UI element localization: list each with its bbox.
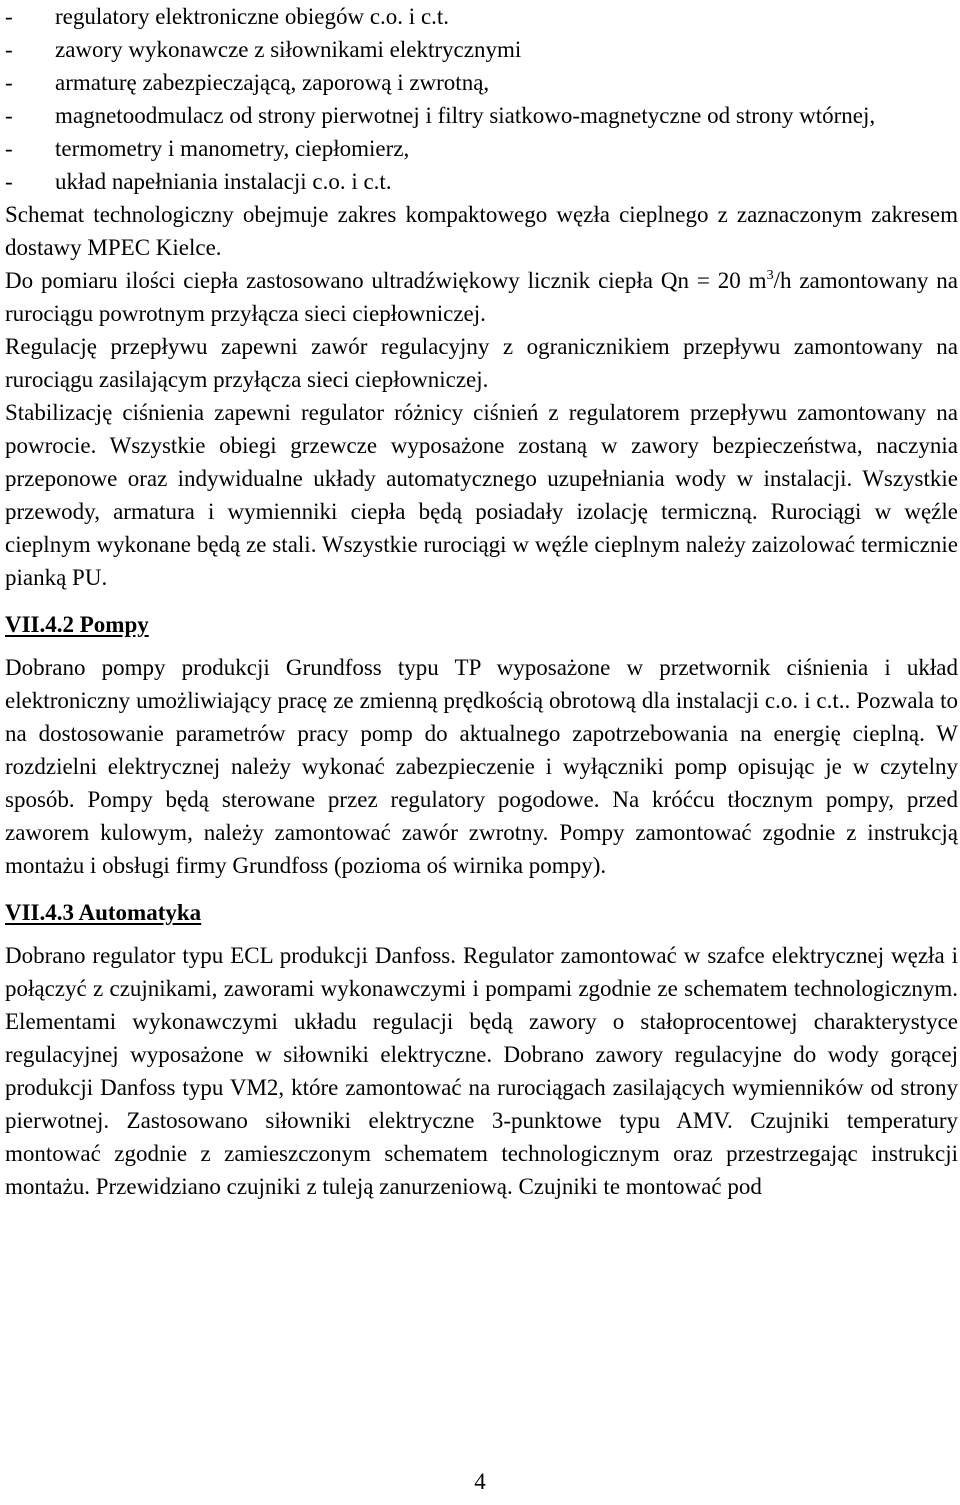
list-item-text: regulatory elektroniczne obiegów c.o. i c.t.	[55, 4, 450, 29]
list-item-text: magnetoodmulacz od strony pierwotnej i filtry siatkowo-magnetyczne od strony wtórnej,	[55, 103, 876, 128]
list-item-text: układ napełniania instalacji c.o. i c.t.	[55, 169, 392, 194]
list-item	[5, 0, 958, 33]
paragraph-pomiar	[5, 264, 958, 330]
paragraph-schemat: Schemat technologiczny obejmuje zakres kompaktowego węzła cieplnego z zaznaczonym zakresem dostawy MPEC Kielce.	[5, 202, 958, 260]
list-marker: -	[5, 103, 13, 128]
paragraph-regulacja: Regulację przepływu zapewni zawór regulacyjny z ogranicznikiem przepływu zamontowany na rurociągu zasilającym przyłącza sieci ciepłowniczej.	[5, 334, 958, 392]
list-marker: -	[5, 4, 13, 29]
list-item	[5, 165, 958, 198]
section-heading-pompy: VII.4.2 Pompy	[5, 612, 149, 637]
list-item	[5, 132, 958, 165]
pomiar-superscript: 3	[766, 268, 774, 283]
paragraph-pompy: Dobrano pompy produkcji Grundfoss typu TP wyposażone w przetwornik ciśnienia i układ elektroniczny umożliwiający pracę ze zmienną prędkością obrotową dla instalacji c.o. i c.t.. Pozwala to na dostosowanie parametrów pracy pomp do aktualnego zapotrzebowania na energię cieplną. W rozdzielni elektrycznej należy wykonać zabezpieczenie i wyłączniki pomp opisując je w czytelny sposób. Pompy będą sterowane przez regulatory pogodowe. Na króćcu tłocznym pompy, przed zaworem kulowym, należy zamontować zawór zwrotny. Pompy zamontować zgodnie z instrukcją montażu i obsługi firmy Grundfoss (pozioma oś wirnika pompy).	[5, 655, 958, 878]
list-item-text: zawory wykonawcze z siłownikami elektrycznymi	[55, 37, 522, 62]
list-item-text: termometry i manometry, ciepłomierz,	[55, 136, 410, 161]
page-number: 4	[474, 1469, 486, 1494]
list-item	[5, 66, 958, 99]
list-item	[5, 33, 958, 66]
document-page	[5, 0, 958, 1203]
paragraph-automatyka: Dobrano regulator typu ECL produkcji Danfoss. Regulator zamontować w szafce elektrycznej węzła i połączyć z czujnikami, zaworami wykonawczymi i pompami zgodnie ze schematem technologicznym. Elementami wykonawczymi układu regulacji będą zawory o stałoprocentowej charakterystyce regulacyjnej wyposażone w siłowniki elektryczne. Dobrano zawory regulacyjne do wody gorącej produkcji Danfoss typu VM2, które zamontować na rurociągach zasilających wymienników od strony pierwotnej. Zastosowano siłowniki elektryczne 3-punktowe typu AMV. Czujniki temperatury montować zgodnie z zamieszczonym schematem technologicznym oraz przestrzegając instrukcji montażu. Przewidziano czujniki z tuleją zanurzeniową. Czujniki te montować pod	[5, 943, 958, 1199]
list-item	[5, 99, 958, 132]
paragraph-stabilizacja: Stabilizację ciśnienia zapewni regulator różnicy ciśnień z regulatorem przepływu zamontowany na powrocie. Wszystkie obiegi grzewcze wyposażone zostaną w zawory bezpieczeństwa, naczynia przeponowe oraz indywidualne układy automatycznego uzupełniania wody w instalacji. Wszystkie przewody, armatura i wymienniki ciepła będą posiadały izolację termiczną. Rurociągi w węźle cieplnym wykonane będą ze stali. Wszystkie rurociągi w węźle cieplnym należy zaizolować termicznie pianką PU.	[5, 400, 958, 590]
list-marker: -	[5, 70, 13, 95]
list-item-text: armaturę zabezpieczającą, zaporową i zwrotną,	[55, 70, 490, 95]
list-marker: -	[5, 169, 13, 194]
pomiar-text-start: Do pomiaru ilości ciepła zastosowano ultradźwiękowy licznik ciepła Qn = 20 m	[5, 268, 767, 293]
list-marker: -	[5, 136, 13, 161]
list-marker: -	[5, 37, 13, 62]
section-heading-automatyka: VII.4.3 Automatyka	[5, 900, 202, 925]
pomiar-text-end: /h zamontowany na rurociągu powrotnym przyłącza sieci ciepłowniczej.	[5, 268, 958, 326]
equipment-list	[5, 0, 958, 198]
